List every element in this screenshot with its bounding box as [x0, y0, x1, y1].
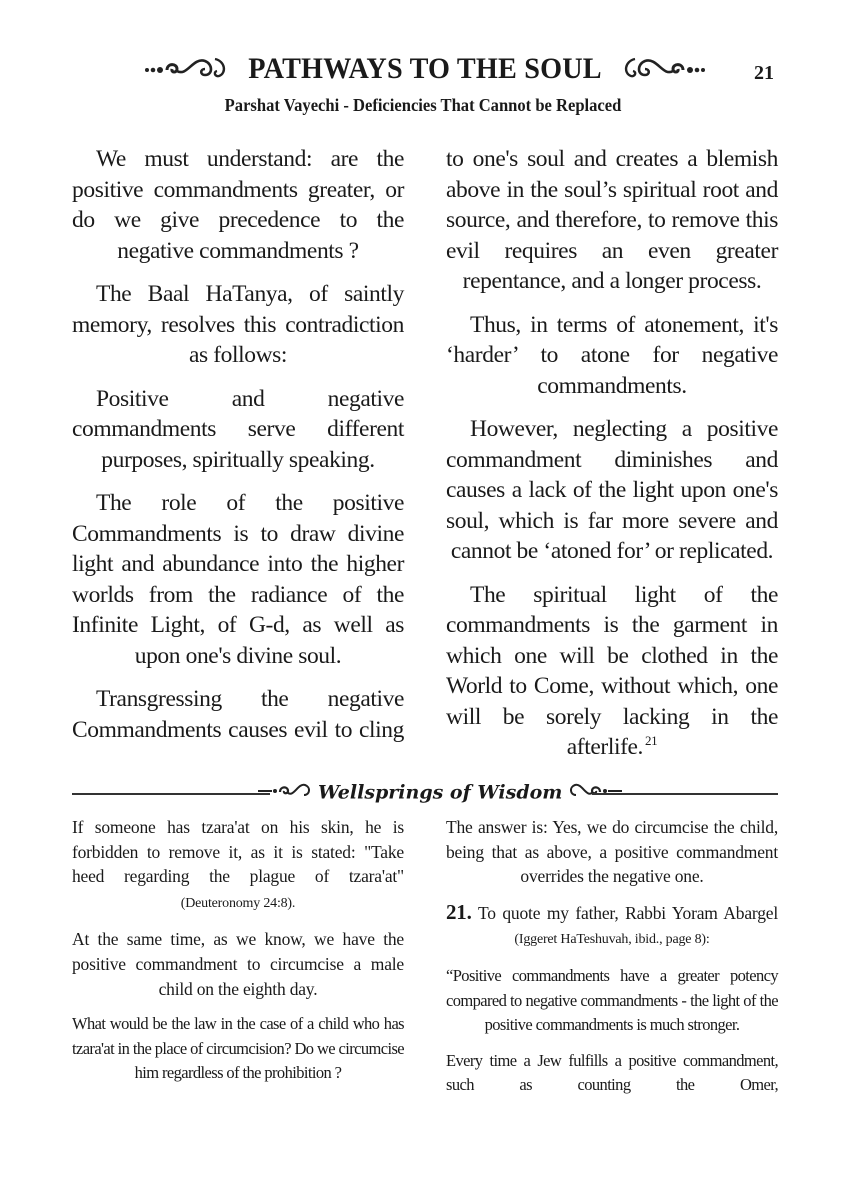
footnote-reference-link[interactable]: 21: [645, 733, 658, 749]
paragraph: However, neglecting a positive commandment diminishes and causes a lack of the light upon one's soul, which is far more severe and cannot be ‘atoned for’ or replicated.: [446, 416, 778, 564]
paragraph: Transgressing the negative Commandments causes evil to cling: [72, 686, 404, 743]
chapter-subtitle: Parshat Vayechi - Deficiencies That Cannot be Replaced: [224, 95, 622, 115]
paragraph: Positive and negative commandments serve different purposes, spiritually speaking.: [72, 385, 404, 473]
paragraph: The role of the positive Commandments is to draw divine light and abundance into the higher worlds from the radiance of the Infinite Light, of G-d, as well as upon one's divine soul.: [72, 490, 404, 669]
divider-rule-right: [592, 793, 778, 795]
ornament-swirl-left-icon: [143, 53, 233, 86]
page-header: [0, 52, 846, 92]
footnotes-right-column: [446, 815, 778, 1109]
footnote-paragraph: At the same time, as we know, we have the positive commandment to circumcise a male child on the eighth day.: [72, 929, 404, 999]
footnotes-left-column: [72, 815, 404, 1097]
paragraph-continued: to one's soul and creates a blemish above in the soul’s spiritual root and source, and therefore, to remove this evil requires an even greater repentance, and a longer process.: [446, 146, 778, 294]
quote-paragraph: Every time a Jew fulfills a positive commandment, such as counting the Omer,: [446, 1050, 778, 1095]
book-title: PATHWAYS TO THE SOUL: [248, 52, 602, 85]
ornament-swirl-small-left-icon: [258, 780, 314, 805]
citation: (Deuteronomy 24:8).: [180, 895, 296, 911]
footnote-number: 21.: [446, 899, 472, 924]
page-number: 21: [754, 62, 774, 84]
paragraph-text: The spiritual light of the commandments is the garment in which one will be clothed in the World to Come, without which, one will be sorely lacking in the afterlife.: [446, 581, 778, 760]
citation: (Iggeret HaTeshuvah, ibid., page 8):: [514, 932, 710, 948]
quote-paragraph: “Positive commandments have a greater potency compared to negative commandments - the light of the positive commandments is much stronger.: [446, 965, 778, 1035]
main-text-right-column: [446, 144, 778, 776]
footnote-21: 21. To quote my father, Rabbi Yoram Abargel (Iggeret HaTeshuvah, ibid., page 8):: [446, 899, 778, 948]
running-title: [130, 52, 720, 86]
ornament-swirl-right-icon: [617, 53, 707, 86]
paragraph: Thus, in terms of atonement, it's ‘harder’ to atone for negative commandments.: [446, 311, 778, 399]
footnote-paragraph: What would be the law in the case of a child who has tzara'at in the place of circumcision? Do we circumcise him regardless of the prohibition ?: [72, 1014, 404, 1083]
main-text-left-column: [72, 144, 404, 758]
section-label: Wellsprings of Wisdom: [318, 781, 563, 804]
paragraph-with-footnote: [446, 580, 778, 763]
paragraph: We must understand: are the positive commandments greater, or do we give precedence to the negative commandments ?: [72, 146, 404, 264]
divider-rule-left: [72, 793, 270, 795]
footnote-paragraph: The answer is: Yes, we do circumcise the child, being that as above, a positive commandment overrides the negative one.: [446, 817, 778, 887]
footnote-paragraph: If someone has tzara'at on his skin, he is forbidden to remove it, as it is stated: "Take heed regarding the plague of tzara'at" (Deuteronomy 24:8).: [72, 817, 404, 911]
paragraph: The Baal HaTanya, of saintly memory, resolves this contradiction as follows:: [72, 281, 404, 368]
footnotes-divider: [72, 780, 778, 808]
